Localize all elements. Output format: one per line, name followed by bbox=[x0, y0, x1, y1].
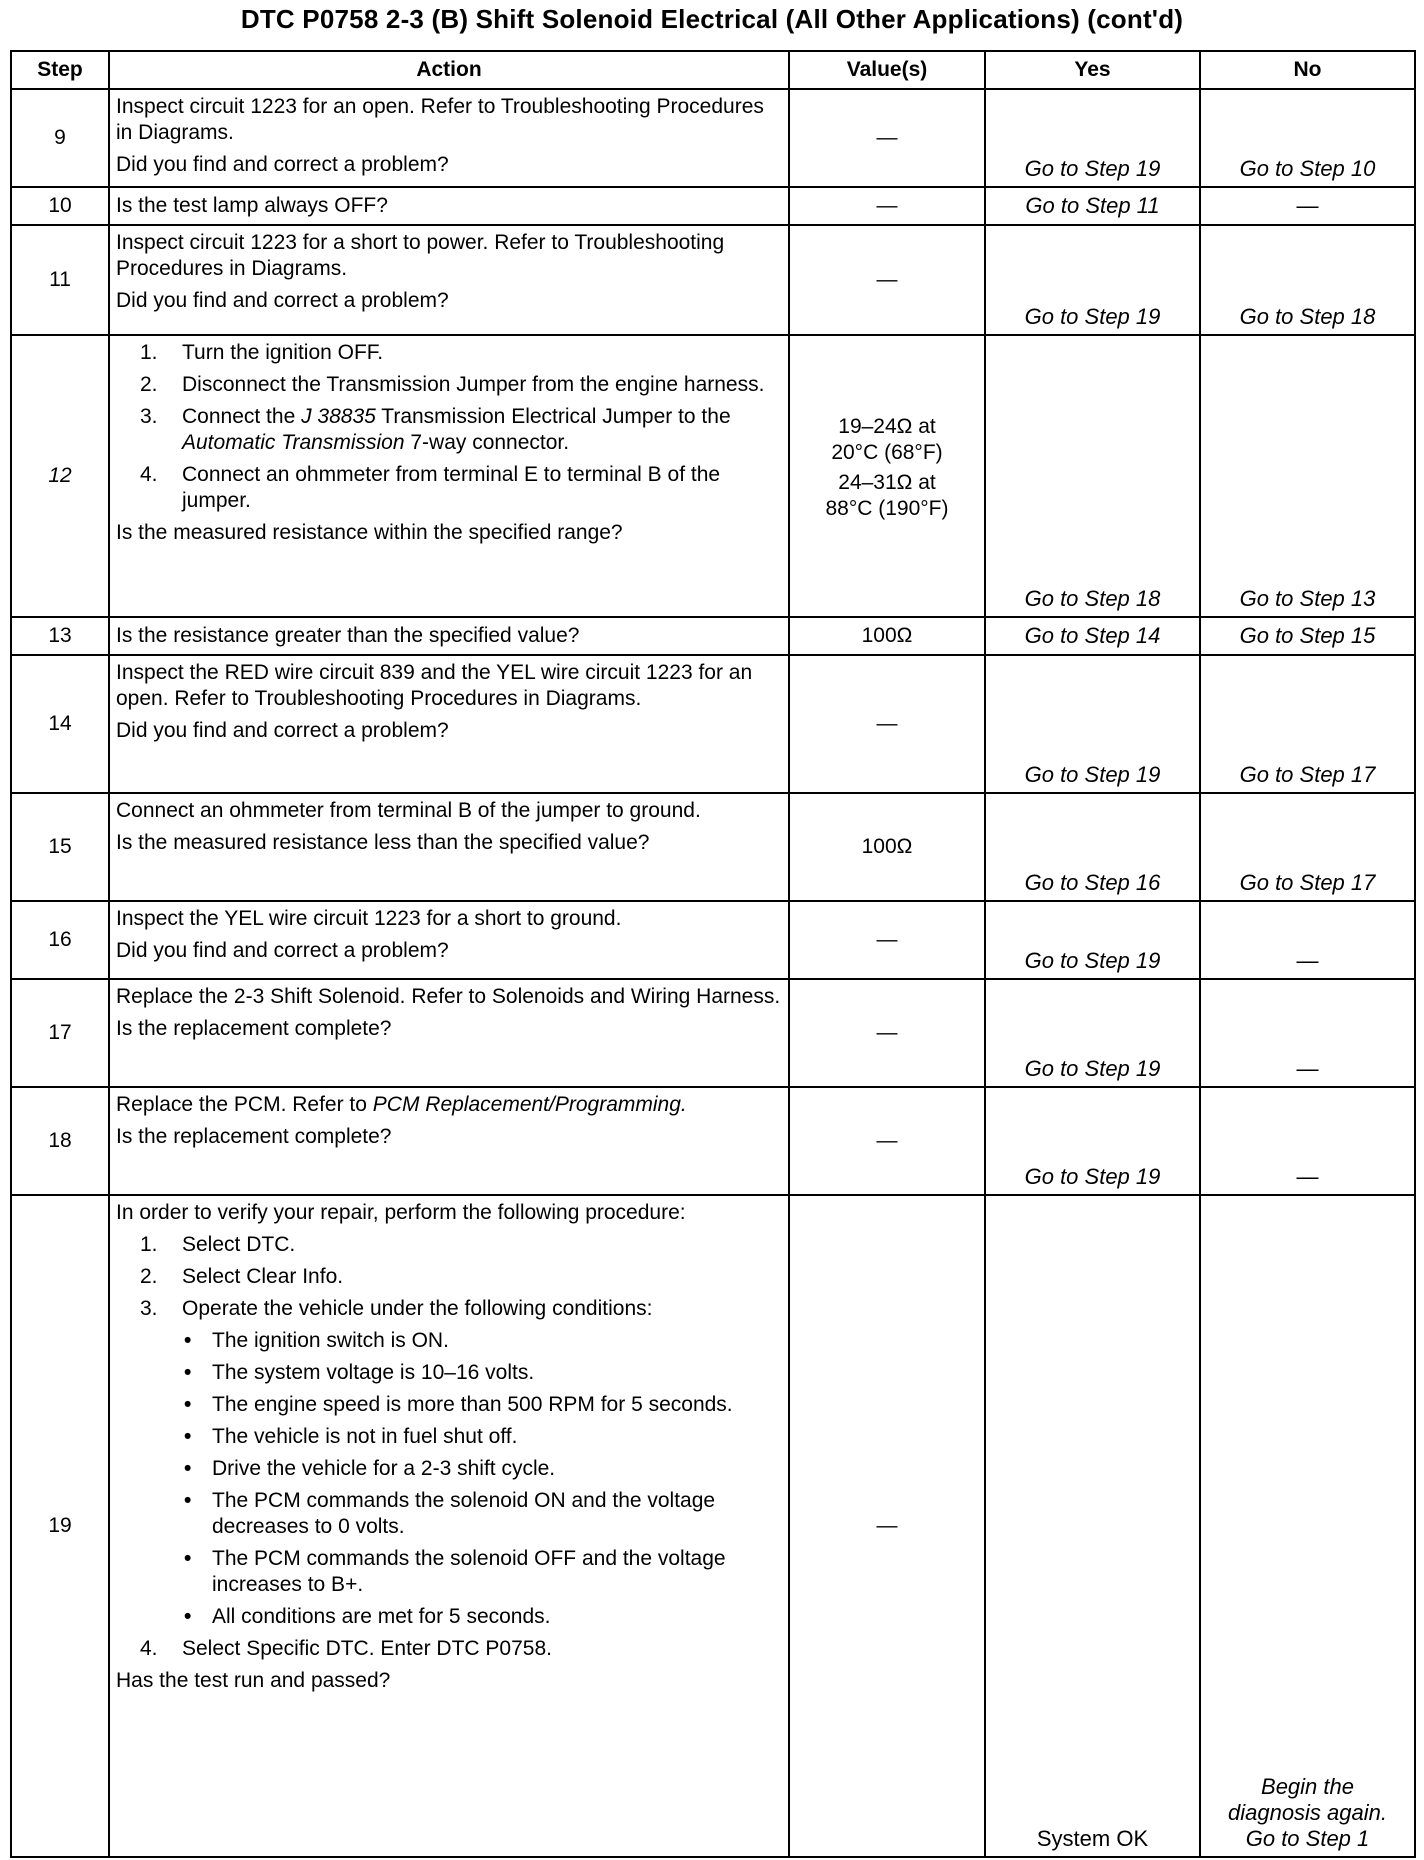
bullet-item: • The PCM commands the solenoid ON and the voltage decreases to 0 volts. bbox=[184, 1489, 716, 1538]
page-title: DTC P0758 2-3 (B) Shift Solenoid Electrical (All Other Applications) (cont'd) bbox=[240, 4, 1184, 34]
no-cell: Go to Step 17 bbox=[1200, 793, 1415, 901]
action-text: In order to verify your repair, perform the following procedure: bbox=[116, 1201, 686, 1224]
step-number: 13 bbox=[11, 617, 109, 655]
yes-cell: Go to Step 18 bbox=[985, 335, 1200, 617]
step-number: 17 bbox=[11, 979, 109, 1087]
yes-cell: Go to Step 19 bbox=[985, 225, 1200, 335]
yes-cell: System OK bbox=[985, 1195, 1200, 1857]
action-cell bbox=[109, 617, 789, 655]
value-cell: 100Ω bbox=[789, 793, 985, 901]
no-cell: Go to Step 13 bbox=[1200, 335, 1415, 617]
action-text: Inspect circuit 1223 for an open. Refer to Troubleshooting Procedures in Diagrams. bbox=[116, 95, 764, 144]
action-text: Connect an ohmmeter from terminal B of the jumper to ground. bbox=[116, 799, 701, 822]
action-question: Did you find and correct a problem? bbox=[116, 153, 449, 176]
bullet-item: • All conditions are met for 5 seconds. bbox=[184, 1605, 551, 1628]
action-question: Did you find and correct a problem? bbox=[116, 719, 449, 742]
list-item: 4. Connect an ohmmeter from terminal E to terminal B of the jumper. bbox=[140, 463, 721, 512]
action-cell bbox=[109, 225, 789, 335]
list-item: 2. Disconnect the Transmission Jumper from the engine harness. bbox=[140, 373, 765, 396]
header-action: Action bbox=[109, 51, 789, 89]
table-row bbox=[11, 1195, 1415, 1857]
value-cell: — bbox=[789, 979, 985, 1087]
list-item: 1. Turn the ignition OFF. bbox=[140, 341, 384, 364]
no-cell: — bbox=[1200, 1087, 1415, 1195]
value-cell: — bbox=[789, 1087, 985, 1195]
action-cell bbox=[109, 979, 789, 1087]
action-question: Is the measured resistance less than the specified value? bbox=[116, 831, 650, 854]
action-cell bbox=[109, 1195, 789, 1857]
yes-cell: Go to Step 19 bbox=[985, 901, 1200, 979]
action-cell bbox=[109, 1087, 789, 1195]
action-cell bbox=[109, 655, 789, 793]
table-row bbox=[11, 1087, 1415, 1195]
action-question: Is the test lamp always OFF? bbox=[116, 194, 388, 217]
header-step: Step bbox=[11, 51, 109, 89]
header-no: No bbox=[1200, 51, 1415, 89]
bullet-item: • The engine speed is more than 500 RPM for 5 seconds. bbox=[184, 1393, 733, 1416]
no-cell: — bbox=[1200, 901, 1415, 979]
action-question: Is the replacement complete? bbox=[116, 1017, 392, 1040]
yes-cell: Go to Step 11 bbox=[985, 187, 1200, 225]
header-yes: Yes bbox=[985, 51, 1200, 89]
table-row bbox=[11, 793, 1415, 901]
action-text: Inspect the RED wire circuit 839 and the YEL wire circuit 1223 for an open. Refer to Troubleshooting Procedures in Diagrams. bbox=[116, 661, 753, 710]
value-range-20c: 19–24Ω at 20°C (68°F) bbox=[831, 415, 943, 464]
bullet-item: • The PCM commands the solenoid OFF and the voltage increases to B+. bbox=[184, 1547, 726, 1596]
list-item: 4. Select Specific DTC. Enter DTC P0758. bbox=[140, 1637, 552, 1660]
step-number: 19 bbox=[11, 1195, 109, 1857]
step-number: 10 bbox=[11, 187, 109, 225]
header-row bbox=[11, 51, 1415, 89]
action-cell bbox=[109, 187, 789, 225]
action-question: Did you find and correct a problem? bbox=[116, 289, 449, 312]
no-cell: Begin the diagnosis again. Go to Step 1 bbox=[1200, 1195, 1415, 1857]
list-item: 3. Operate the vehicle under the following conditions: bbox=[140, 1297, 653, 1320]
table-row bbox=[11, 335, 1415, 617]
value-cell bbox=[789, 335, 985, 617]
yes-cell: Go to Step 19 bbox=[985, 1087, 1200, 1195]
table-row bbox=[11, 901, 1415, 979]
step-number: 15 bbox=[11, 793, 109, 901]
step-number: 9 bbox=[11, 89, 109, 187]
step-number: 11 bbox=[11, 225, 109, 335]
no-cell: — bbox=[1200, 979, 1415, 1087]
action-question: Is the measured resistance within the specified range? bbox=[116, 521, 623, 544]
table-row bbox=[11, 187, 1415, 225]
yes-cell: Go to Step 16 bbox=[985, 793, 1200, 901]
action-text: Replace the 2-3 Shift Solenoid. Refer to Solenoids and Wiring Harness. bbox=[116, 985, 781, 1008]
step-number: 12 bbox=[11, 335, 109, 617]
no-cell: — bbox=[1200, 187, 1415, 225]
bullet-item: • The system voltage is 10–16 volts. bbox=[184, 1361, 535, 1384]
list-item: 2. Select Clear Info. bbox=[140, 1265, 344, 1288]
list-item: 3. Connect the J 38835 Transmission Electrical Jumper to the Automatic Transmission 7-way connector. bbox=[140, 405, 731, 454]
step-number: 18 bbox=[11, 1087, 109, 1195]
action-cell bbox=[109, 901, 789, 979]
action-cell bbox=[109, 335, 789, 617]
value-range-88c: 24–31Ω at 88°C (190°F) bbox=[825, 471, 949, 520]
bullet-item: • The ignition switch is ON. bbox=[184, 1329, 449, 1352]
table-row bbox=[11, 225, 1415, 335]
value-cell: — bbox=[789, 225, 985, 335]
action-question: Is the replacement complete? bbox=[116, 1125, 392, 1148]
value-cell: 100Ω bbox=[789, 617, 985, 655]
header-values: Value(s) bbox=[789, 51, 985, 89]
table-row bbox=[11, 89, 1415, 187]
action-question: Has the test run and passed? bbox=[116, 1669, 391, 1692]
no-cell: Go to Step 15 bbox=[1200, 617, 1415, 655]
value-cell: — bbox=[789, 655, 985, 793]
no-cell: Go to Step 10 bbox=[1200, 89, 1415, 187]
table-row bbox=[11, 979, 1415, 1087]
yes-cell: Go to Step 19 bbox=[985, 655, 1200, 793]
action-cell bbox=[109, 89, 789, 187]
action-question: Is the resistance greater than the specified value? bbox=[116, 624, 580, 647]
table-row bbox=[11, 655, 1415, 793]
value-cell: — bbox=[789, 901, 985, 979]
table-row bbox=[11, 617, 1415, 655]
value-cell: — bbox=[789, 187, 985, 225]
action-text: Replace the PCM. Refer to PCM Replacement/Programming. bbox=[116, 1093, 687, 1116]
no-cell: Go to Step 18 bbox=[1200, 225, 1415, 335]
value-cell: — bbox=[789, 1195, 985, 1857]
action-cell bbox=[109, 793, 789, 901]
no-cell: Go to Step 17 bbox=[1200, 655, 1415, 793]
action-question: Did you find and correct a problem? bbox=[116, 939, 449, 962]
value-cell: — bbox=[789, 89, 985, 187]
bullet-item: • The vehicle is not in fuel shut off. bbox=[184, 1425, 518, 1448]
step-number: 16 bbox=[11, 901, 109, 979]
yes-cell: Go to Step 19 bbox=[985, 979, 1200, 1087]
action-text: Inspect circuit 1223 for a short to power. Refer to Troubleshooting Procedures in Diagrams. bbox=[116, 231, 725, 280]
yes-cell: Go to Step 14 bbox=[985, 617, 1200, 655]
action-text: Inspect the YEL wire circuit 1223 for a short to ground. bbox=[116, 907, 622, 930]
yes-cell: Go to Step 19 bbox=[985, 89, 1200, 187]
list-item: 1. Select DTC. bbox=[140, 1233, 296, 1256]
diagnostic-table bbox=[10, 50, 1416, 1858]
bullet-item: • Drive the vehicle for a 2-3 shift cycle. bbox=[184, 1457, 556, 1480]
step-number: 14 bbox=[11, 655, 109, 793]
